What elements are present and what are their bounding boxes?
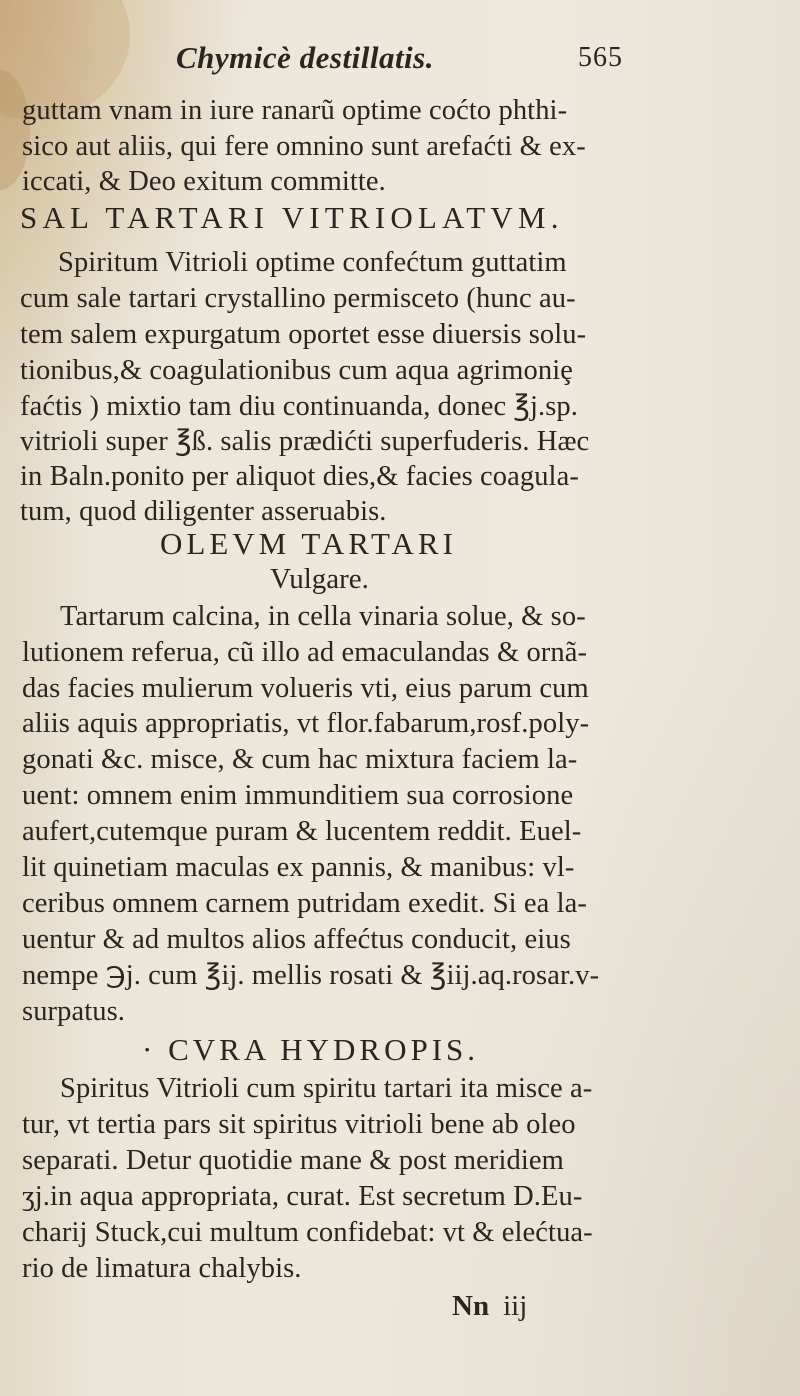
text-line: rio de limatura chalybis. — [22, 1253, 302, 1284]
running-head-title: Chymicè destillatis. — [176, 40, 434, 75]
text-line: surpatus. — [22, 996, 126, 1027]
text-line: aliis aquis appropriatis, vt flor.fabarum,rosf.poly- — [22, 708, 590, 739]
text-line: tur, vt tertia pars sit spiritus vitrioli bene ab oleo — [22, 1109, 576, 1140]
text-line: in Baln.ponito per aliquot dies,& facies coagula- — [20, 461, 579, 492]
text-line: lit quinetiam maculas ex pannis, & manibus: vl- — [22, 852, 575, 883]
text-line: faćtis ) mixtio tam diu continuanda, donec ℥j.sp. — [20, 391, 578, 422]
text-line: uentur & ad multos alios affećtus conducit, eius — [22, 924, 571, 955]
text-line: aufert,cutemque puram & lucentem reddit. Euel- — [22, 816, 582, 847]
text-line: tionibus,& coagulationibus cum aqua agrimoniȩ — [20, 355, 574, 386]
text-line: lutionem referua, cũ illo ad emaculandas & ornã- — [22, 637, 588, 668]
section-heading-cura-hydropis: · CVRA HYDROPIS. — [142, 1032, 480, 1067]
text-line: gonati &c. misce, & cum hac mixtura faciem la- — [22, 744, 578, 775]
text-line: iccati, & Deo exitum committe. — [22, 166, 386, 197]
text-line: vitrioli super ℥ß. salis prædićti superfuderis. Hæc — [20, 426, 590, 457]
text-line: das facies mulierum volueris vti, eius parum cum — [22, 673, 589, 704]
text-line: Spiritus Vitrioli cum spiritu tartari ita misce a- — [60, 1073, 593, 1104]
text-line: charij Stuck,cui multum confidebat: vt & elećtua- — [22, 1217, 593, 1248]
text-line: Tartarum calcina, in cella vinaria solue, & so- — [60, 601, 586, 632]
page-number: 565 — [578, 42, 623, 73]
text-line: ceribus omnem carnem putridam exedit. Si ea la- — [22, 888, 588, 919]
text-line: cum sale tartari crystallino permisceto (hunc au- — [20, 283, 576, 314]
text-line: sico aut aliis, qui fere omnino sunt arefaćti & ex- — [22, 131, 586, 162]
text-line: ʒj.in aqua appropriata, curat. Est secretum D.Eu- — [22, 1181, 583, 1212]
text-line: guttam vnam in iure ranarũ optime coćto phthi- — [22, 95, 568, 126]
text-line: nempe ℈j. cum ℥ij. mellis rosati & ℥iij.aq.rosar.v- — [22, 960, 600, 991]
signature-mark — [452, 1290, 527, 1323]
section-heading-oleum-tartari: OLEVM TARTARI — [160, 526, 457, 561]
signature-letters: Nn — [452, 1290, 490, 1322]
section-subheading: Vulgare. — [270, 563, 369, 595]
signature-folio: iij — [503, 1290, 528, 1322]
section-heading-sal-tartari: SAL TARTARI VITRIOLATVM. — [20, 200, 564, 235]
text-line: separati. Detur quotidie mane & post meridiem — [22, 1145, 564, 1176]
text-line: Spiritum Vitrioli optime confećtum guttatim — [58, 247, 567, 278]
text-line: tem salem expurgatum oportet esse diuersis solu- — [20, 319, 587, 350]
text-line: uent: omnem enim immunditiem sua corrosione — [22, 780, 574, 811]
text-line: tum, quod diligenter asseruabis. — [20, 496, 387, 527]
